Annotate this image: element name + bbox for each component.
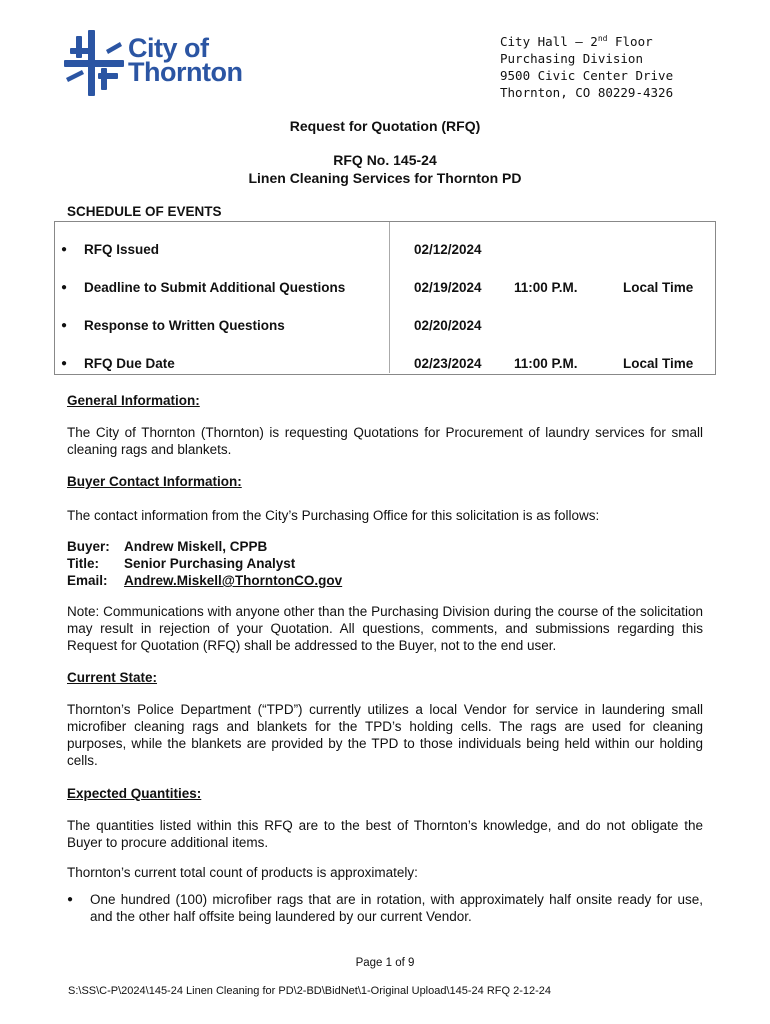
schedule-table <box>54 221 716 375</box>
email-label: Email: <box>67 573 108 588</box>
quantities-heading: Expected Quantities: <box>67 786 202 801</box>
bullet-icon: ● <box>61 358 68 369</box>
email-link[interactable]: Andrew.Miskell@ThorntonCO.gov <box>124 573 343 588</box>
schedule-event: Response to Written Questions <box>84 318 285 333</box>
address-line-2: Purchasing Division <box>500 51 643 67</box>
schedule-zone: Local Time <box>623 280 694 295</box>
buyer-contact-table <box>67 538 342 589</box>
general-heading: General Information: <box>67 393 200 408</box>
rfq-number: RFQ No. 145-24 <box>333 152 437 168</box>
schedule-heading: SCHEDULE OF EVENTS <box>67 204 222 219</box>
schedule-event: RFQ Issued <box>84 242 160 257</box>
quantities-text: The quantities listed within this RFQ are to the best of Thornton’s knowledge, and do not obligate the Buyer to procure additional items. <box>67 818 703 850</box>
schedule-zone: Local Time <box>623 356 694 371</box>
schedule-row <box>55 298 715 336</box>
schedule-date: 02/12/2024 <box>414 242 482 257</box>
page-number: Page 1 of 9 <box>355 957 415 969</box>
schedule-event: RFQ Due Date <box>84 356 175 371</box>
buyer-label: Buyer: <box>67 539 110 554</box>
current-text: Thornton’s Police Department (“TPD”) currently utilizes a local Vendor for service in laundering small microfiber cleaning rags and blankets for the TPD’s holding cells. The rags are used for cleaning purposes, while the blankets are provided by the TPD to those individuals being held within our holding cells. <box>67 702 703 768</box>
bullet-icon: ● <box>61 320 68 331</box>
schedule-event: Deadline to Submit Additional Questions <box>84 280 346 295</box>
buyer-value: Andrew Miskell, CPPB <box>124 539 268 554</box>
address-line-1: City Hall – 2nd Floor <box>500 34 653 50</box>
logo-line-1: City of <box>128 33 209 63</box>
buyer-intro: The contact information from the City’s Purchasing Office for this solicitation is as follows: <box>67 508 600 523</box>
bullet-icon: ● <box>61 282 68 293</box>
city-logo <box>62 28 262 100</box>
thornton-logo-mark-icon <box>62 28 126 98</box>
schedule-date: 02/20/2024 <box>414 318 482 333</box>
current-heading: Current State: <box>67 670 158 685</box>
schedule-time: 11:00 P.M. <box>514 280 578 295</box>
logo-text <box>128 33 243 87</box>
address-line-3: 9500 Civic Center Drive <box>500 68 674 84</box>
bullet-icon: ● <box>67 894 74 905</box>
address-block <box>500 30 673 101</box>
list-item-text: One hundred (100) microfiber rags that are in rotation, with approximately half onsite ready for use, and the other half offsite being laundered by our current Vendor. <box>90 892 703 924</box>
schedule-row <box>55 336 715 374</box>
title-value: Senior Purchasing Analyst <box>124 556 296 571</box>
schedule-row <box>55 222 715 260</box>
schedule-date: 02/19/2024 <box>414 280 482 295</box>
general-text: The City of Thornton (Thornton) is requesting Quotations for Procurement of laundry services for small cleaning rags and blankets. <box>67 425 703 457</box>
bullet-icon: ● <box>61 244 68 255</box>
address-line-4: Thornton, CO 80229-4326 <box>500 85 674 101</box>
buyer-note: Note: Communications with anyone other than the Purchasing Division during the course of the solicitation may result in rejection of your Quotation. All questions, comments, and submissions regarding this Request for Quotation (RFQ) shall be addressed to the Buyer, not to the end user. <box>67 604 703 653</box>
schedule-row <box>55 260 715 298</box>
quantities-count-intro: Thornton’s current total count of products is approximately: <box>67 865 418 880</box>
rfq-subject: Linen Cleaning Services for Thornton PD <box>248 170 522 186</box>
logo-line-2: Thornton <box>128 57 243 87</box>
schedule-time: 11:00 P.M. <box>514 356 578 371</box>
title-label: Title: <box>67 556 100 571</box>
buyer-heading: Buyer Contact Information: <box>67 474 242 489</box>
buyer-contact-block <box>67 538 703 589</box>
schedule-date: 02/23/2024 <box>414 356 482 371</box>
file-path: S:\SS\C-P\2024\145-24 Linen Cleaning for PD\2-BD\BidNet\1-Original Upload\145-24 RFQ 2-12-24 <box>68 985 552 997</box>
document-title: Request for Quotation (RFQ) <box>289 118 481 134</box>
